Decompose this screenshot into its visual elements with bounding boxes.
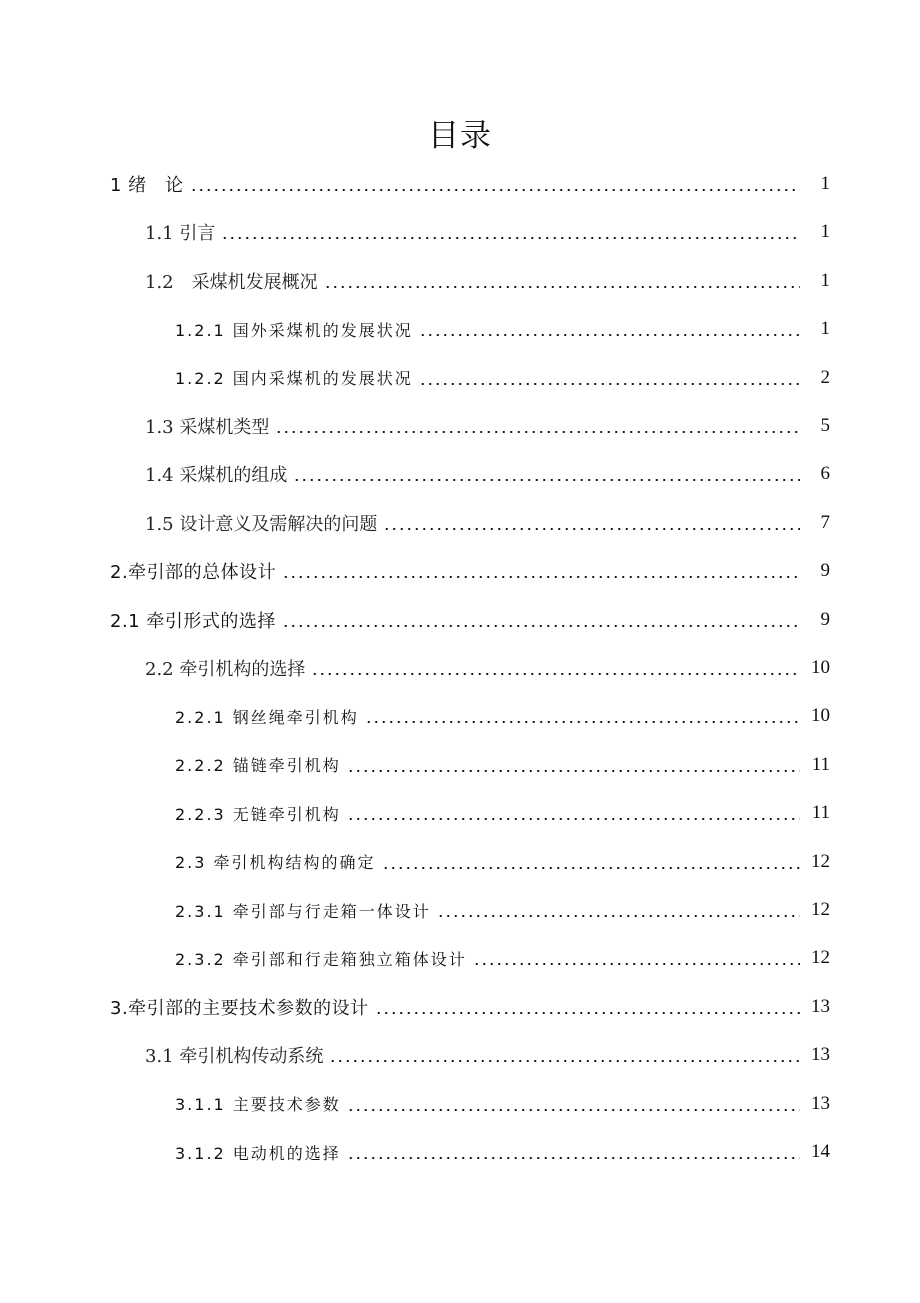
toc-entry-title: 1.2.1 国外采煤机的发展状况 <box>175 320 413 340</box>
toc-leader-dots <box>419 334 800 336</box>
toc-entry-page: 13 <box>811 1092 830 1114</box>
toc-entry-title: 1.4 采煤机的组成 <box>145 465 288 487</box>
toc-entry-page: 7 <box>820 511 830 533</box>
toc-entry[interactable] <box>175 741 830 789</box>
toc-entry-page: 13 <box>811 1044 830 1066</box>
toc-leader-dots <box>347 770 800 772</box>
toc-entry-page: 10 <box>811 657 830 678</box>
toc-entry-page: 1 <box>820 318 830 340</box>
toc-entry-page: 5 <box>820 415 830 436</box>
toc-entry[interactable] <box>175 1128 830 1176</box>
toc-leader-dots <box>293 479 800 481</box>
toc-entry-title: 2.3.1 牵引部与行走箱一体设计 <box>175 901 431 921</box>
toc-leader-dots <box>347 1157 800 1159</box>
toc-entry[interactable] <box>145 450 830 498</box>
toc-leader-dots <box>324 286 800 288</box>
toc-entry[interactable] <box>145 499 830 547</box>
toc-entry-page: 12 <box>811 947 830 969</box>
toc-entry[interactable] <box>175 354 830 402</box>
toc-leader-dots <box>437 915 800 917</box>
toc-entry-title: 3.1 牵引机构传动系统 <box>145 1046 324 1068</box>
toc-entry-page: 2 <box>820 366 830 388</box>
toc-entry-title: 1.1 引言 <box>145 223 216 245</box>
toc-leader-dots <box>282 625 800 627</box>
toc-entry[interactable] <box>175 692 830 740</box>
toc-leader-dots <box>190 189 800 191</box>
toc-entry-title: 3.1.1 主要技术参数 <box>175 1095 341 1115</box>
toc-leader-dots <box>282 576 800 578</box>
toc-entry-page: 1 <box>820 221 830 243</box>
toc-entry-title: 2.牵引部的总体设计 <box>110 562 277 584</box>
toc-entry[interactable] <box>145 644 830 692</box>
toc-entry[interactable] <box>145 402 830 450</box>
toc-leader-dots <box>347 818 800 820</box>
toc-entry-page: 12 <box>811 850 830 872</box>
toc-entry-page: 9 <box>820 560 830 582</box>
toc-leader-dots <box>329 1060 800 1062</box>
toc-entry[interactable] <box>175 838 830 886</box>
toc-entry-page: 10 <box>811 705 830 727</box>
toc-entry-title: 1.5 设计意义及需解决的问题 <box>145 513 378 535</box>
toc-entry-page: 9 <box>820 608 830 630</box>
toc-entry[interactable] <box>175 1080 830 1128</box>
toc-entry-page: 11 <box>811 802 830 824</box>
toc-entry[interactable] <box>110 983 830 1031</box>
toc-entry-title: 1.3 采煤机类型 <box>145 417 270 438</box>
toc-entry-title: 1 绪 论 <box>110 175 184 196</box>
toc-leader-dots <box>375 1012 800 1014</box>
toc-leader-dots <box>383 528 800 530</box>
page-title: 目录 <box>428 118 492 154</box>
toc-entry-page: 12 <box>811 899 830 920</box>
toc-entry[interactable] <box>110 160 830 208</box>
toc-leader-dots <box>275 431 800 433</box>
toc-entry-page: 13 <box>811 995 830 1017</box>
toc-entry-title: 3.1.2 电动机的选择 <box>175 1143 341 1163</box>
toc-leader-dots <box>221 237 800 239</box>
toc-leader-dots <box>382 867 800 869</box>
toc-leader-dots <box>473 963 800 965</box>
toc-entry[interactable] <box>145 257 830 305</box>
toc-leader-dots <box>365 721 800 723</box>
toc-entry-page: 14 <box>811 1141 830 1162</box>
toc-entry-title: 2.2.2 锚链牵引机构 <box>175 756 341 776</box>
toc-entry-title: 3.牵引部的主要技术参数的设计 <box>110 997 369 1019</box>
toc-entry[interactable] <box>110 547 830 595</box>
toc-entry[interactable] <box>175 886 830 934</box>
toc-entry-title: 2.3.2 牵引部和行走箱独立箱体设计 <box>175 949 467 969</box>
toc-entry-title: 2.3 牵引机构结构的确定 <box>175 853 376 873</box>
toc-entry-title: 1.2.2 国内采煤机的发展状况 <box>175 369 413 389</box>
toc-entry-page: 1 <box>820 173 830 194</box>
toc-entry-page: 11 <box>811 753 830 775</box>
toc-entry[interactable] <box>110 596 830 644</box>
toc-entry[interactable] <box>175 789 830 837</box>
toc-entry[interactable] <box>145 208 830 256</box>
toc-entry-page: 6 <box>820 463 830 485</box>
toc-entry-title: 2.2.1 钢丝绳牵引机构 <box>175 707 359 727</box>
toc-entry-title: 2.2.3 无链牵引机构 <box>175 804 341 824</box>
toc-entry-title: 1.2 采煤机发展概况 <box>145 271 318 293</box>
toc-leader-dots <box>347 1109 800 1111</box>
toc-entry[interactable] <box>145 1031 830 1079</box>
toc-entry[interactable] <box>175 934 830 982</box>
toc-entry-page: 1 <box>820 269 830 291</box>
toc-leader-dots <box>419 383 800 385</box>
toc-entry-title: 2.2 牵引机构的选择 <box>145 659 306 680</box>
toc-entry[interactable] <box>175 305 830 353</box>
toc-leader-dots <box>311 673 800 675</box>
toc-entry-title: 2.1 牵引形式的选择 <box>110 610 276 632</box>
